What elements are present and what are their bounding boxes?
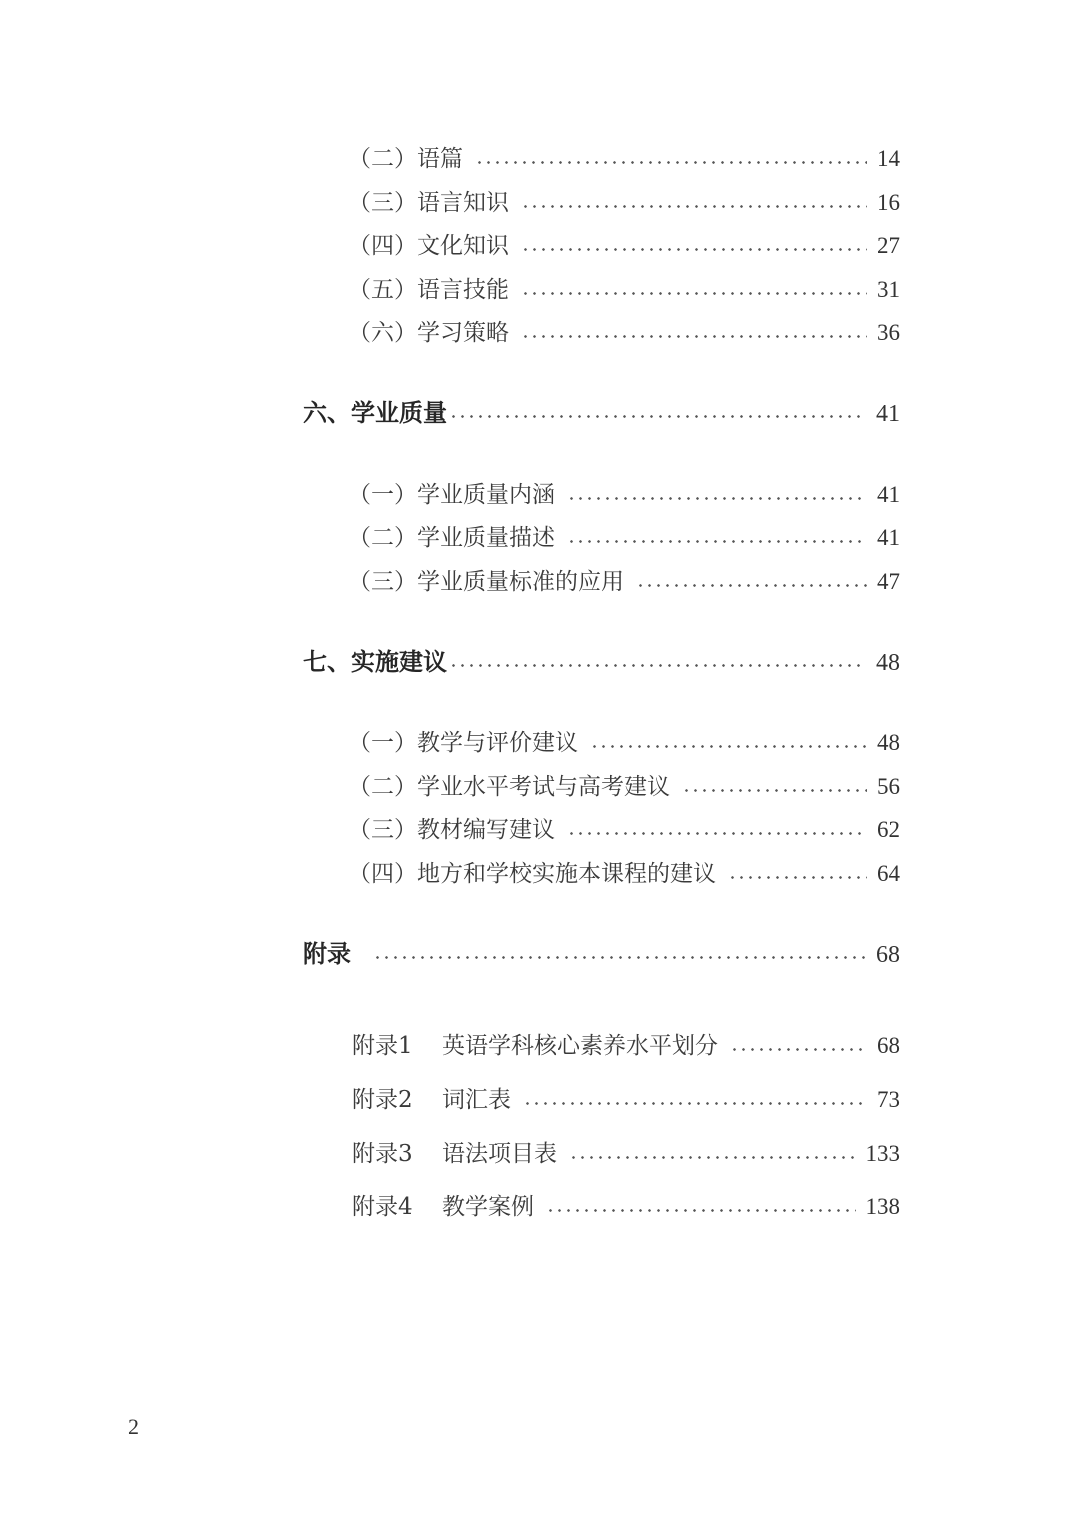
dot-leader — [682, 789, 867, 792]
toc-entry[interactable] — [348, 772, 900, 802]
toc-page: 48 — [876, 650, 900, 676]
toc-entry[interactable] — [348, 480, 900, 510]
toc-number: 附录3 — [352, 1141, 413, 1167]
toc-entry[interactable] — [348, 728, 900, 758]
toc-number: （二） — [348, 525, 417, 551]
toc-number: （一） — [348, 730, 417, 756]
toc-number: 六、 — [303, 398, 351, 427]
toc-entry[interactable] — [348, 231, 900, 261]
toc-entry[interactable] — [348, 144, 900, 174]
dot-leader — [449, 664, 866, 667]
page-number: 2 — [128, 1414, 139, 1439]
toc-label: 语言技能 — [417, 277, 509, 303]
toc-chapter[interactable] — [303, 647, 900, 678]
toc-label: 学业质量描述 — [417, 525, 555, 551]
toc-page: 47 — [877, 569, 900, 594]
toc-label: 文化知识 — [417, 233, 509, 259]
toc-label: 学业质量内涵 — [417, 482, 555, 508]
toc-page: 41 — [876, 401, 900, 427]
toc-page: 41 — [877, 525, 900, 550]
toc-page: 68 — [876, 942, 900, 968]
dot-leader — [636, 584, 867, 587]
dot-leader — [373, 956, 866, 959]
toc-label: 地方和学校实施本课程的建议 — [417, 861, 716, 887]
toc-page: 48 — [877, 730, 900, 755]
dot-leader — [521, 335, 867, 338]
toc-number: （四） — [348, 861, 417, 887]
toc-number: 附录4 — [352, 1194, 413, 1220]
toc-page: 62 — [877, 817, 900, 842]
toc-chapter[interactable] — [303, 939, 900, 970]
toc-page: 36 — [877, 320, 900, 345]
dot-leader — [567, 497, 867, 500]
toc-page: 27 — [877, 233, 900, 258]
dot-leader — [449, 415, 866, 418]
dot-leader — [567, 832, 867, 835]
toc-page: 16 — [877, 190, 900, 215]
dot-leader — [590, 745, 867, 748]
toc-page: 64 — [877, 861, 900, 886]
toc-entry[interactable] — [348, 859, 900, 889]
toc-label: 学业质量 — [351, 398, 447, 427]
toc-label: 学业水平考试与高考建议 — [417, 774, 670, 800]
dot-leader — [546, 1209, 856, 1212]
toc-label: 语言知识 — [417, 190, 509, 216]
dot-leader — [521, 248, 867, 251]
toc-label: 学习策略 — [417, 320, 509, 346]
toc-page: 138 — [865, 1194, 900, 1219]
toc-entry[interactable] — [348, 523, 900, 553]
toc-entry[interactable] — [348, 815, 900, 845]
dot-leader — [521, 292, 867, 295]
toc-number: 七、 — [303, 647, 351, 676]
toc-entry[interactable] — [348, 188, 900, 218]
toc-entry[interactable] — [348, 275, 900, 305]
toc-number: （一） — [348, 482, 417, 508]
toc-label: 学业质量标准的应用 — [417, 569, 624, 595]
toc-number: （五） — [348, 277, 417, 303]
toc-label: 教学与评价建议 — [417, 730, 578, 756]
toc-label: 教材编写建议 — [417, 817, 555, 843]
toc-number: （二） — [348, 774, 417, 800]
toc-number: （三） — [348, 817, 417, 843]
toc-page: 14 — [877, 146, 900, 171]
toc-entry[interactable] — [352, 1031, 900, 1061]
toc-number: （四） — [348, 233, 417, 259]
toc-entry[interactable] — [348, 567, 900, 597]
toc-label: 附录 — [303, 939, 351, 968]
toc-label: 语篇 — [417, 146, 463, 172]
toc-entry[interactable] — [352, 1085, 900, 1115]
toc-number: 附录2 — [352, 1087, 413, 1113]
toc-page: 56 — [877, 774, 900, 799]
dot-leader — [728, 876, 867, 879]
toc-page: 41 — [877, 482, 900, 507]
dot-leader — [730, 1048, 867, 1051]
toc-number: （三） — [348, 569, 417, 595]
toc-page: 73 — [877, 1087, 900, 1112]
toc-page: 133 — [865, 1141, 900, 1166]
dot-leader — [567, 540, 867, 543]
dot-leader — [521, 205, 867, 208]
toc-entry[interactable] — [348, 318, 900, 348]
toc-page: 31 — [877, 277, 900, 302]
toc-number: （三） — [348, 190, 417, 216]
toc-number: （六） — [348, 320, 417, 346]
toc-entry[interactable] — [352, 1192, 900, 1222]
toc-number: 附录1 — [352, 1033, 413, 1059]
toc-label: 词汇表 — [442, 1087, 511, 1113]
toc-label: 实施建议 — [351, 647, 447, 676]
toc-label: 教学案例 — [442, 1194, 534, 1220]
dot-leader — [523, 1102, 867, 1105]
toc-label: 语法项目表 — [442, 1141, 557, 1167]
toc-number: （二） — [348, 146, 417, 172]
toc-label: 英语学科核心素养水平划分 — [442, 1033, 718, 1059]
toc-page: 68 — [877, 1033, 900, 1058]
dot-leader — [569, 1156, 856, 1159]
dot-leader — [475, 161, 867, 164]
toc-entry[interactable] — [352, 1139, 900, 1169]
toc-chapter[interactable] — [303, 398, 900, 429]
